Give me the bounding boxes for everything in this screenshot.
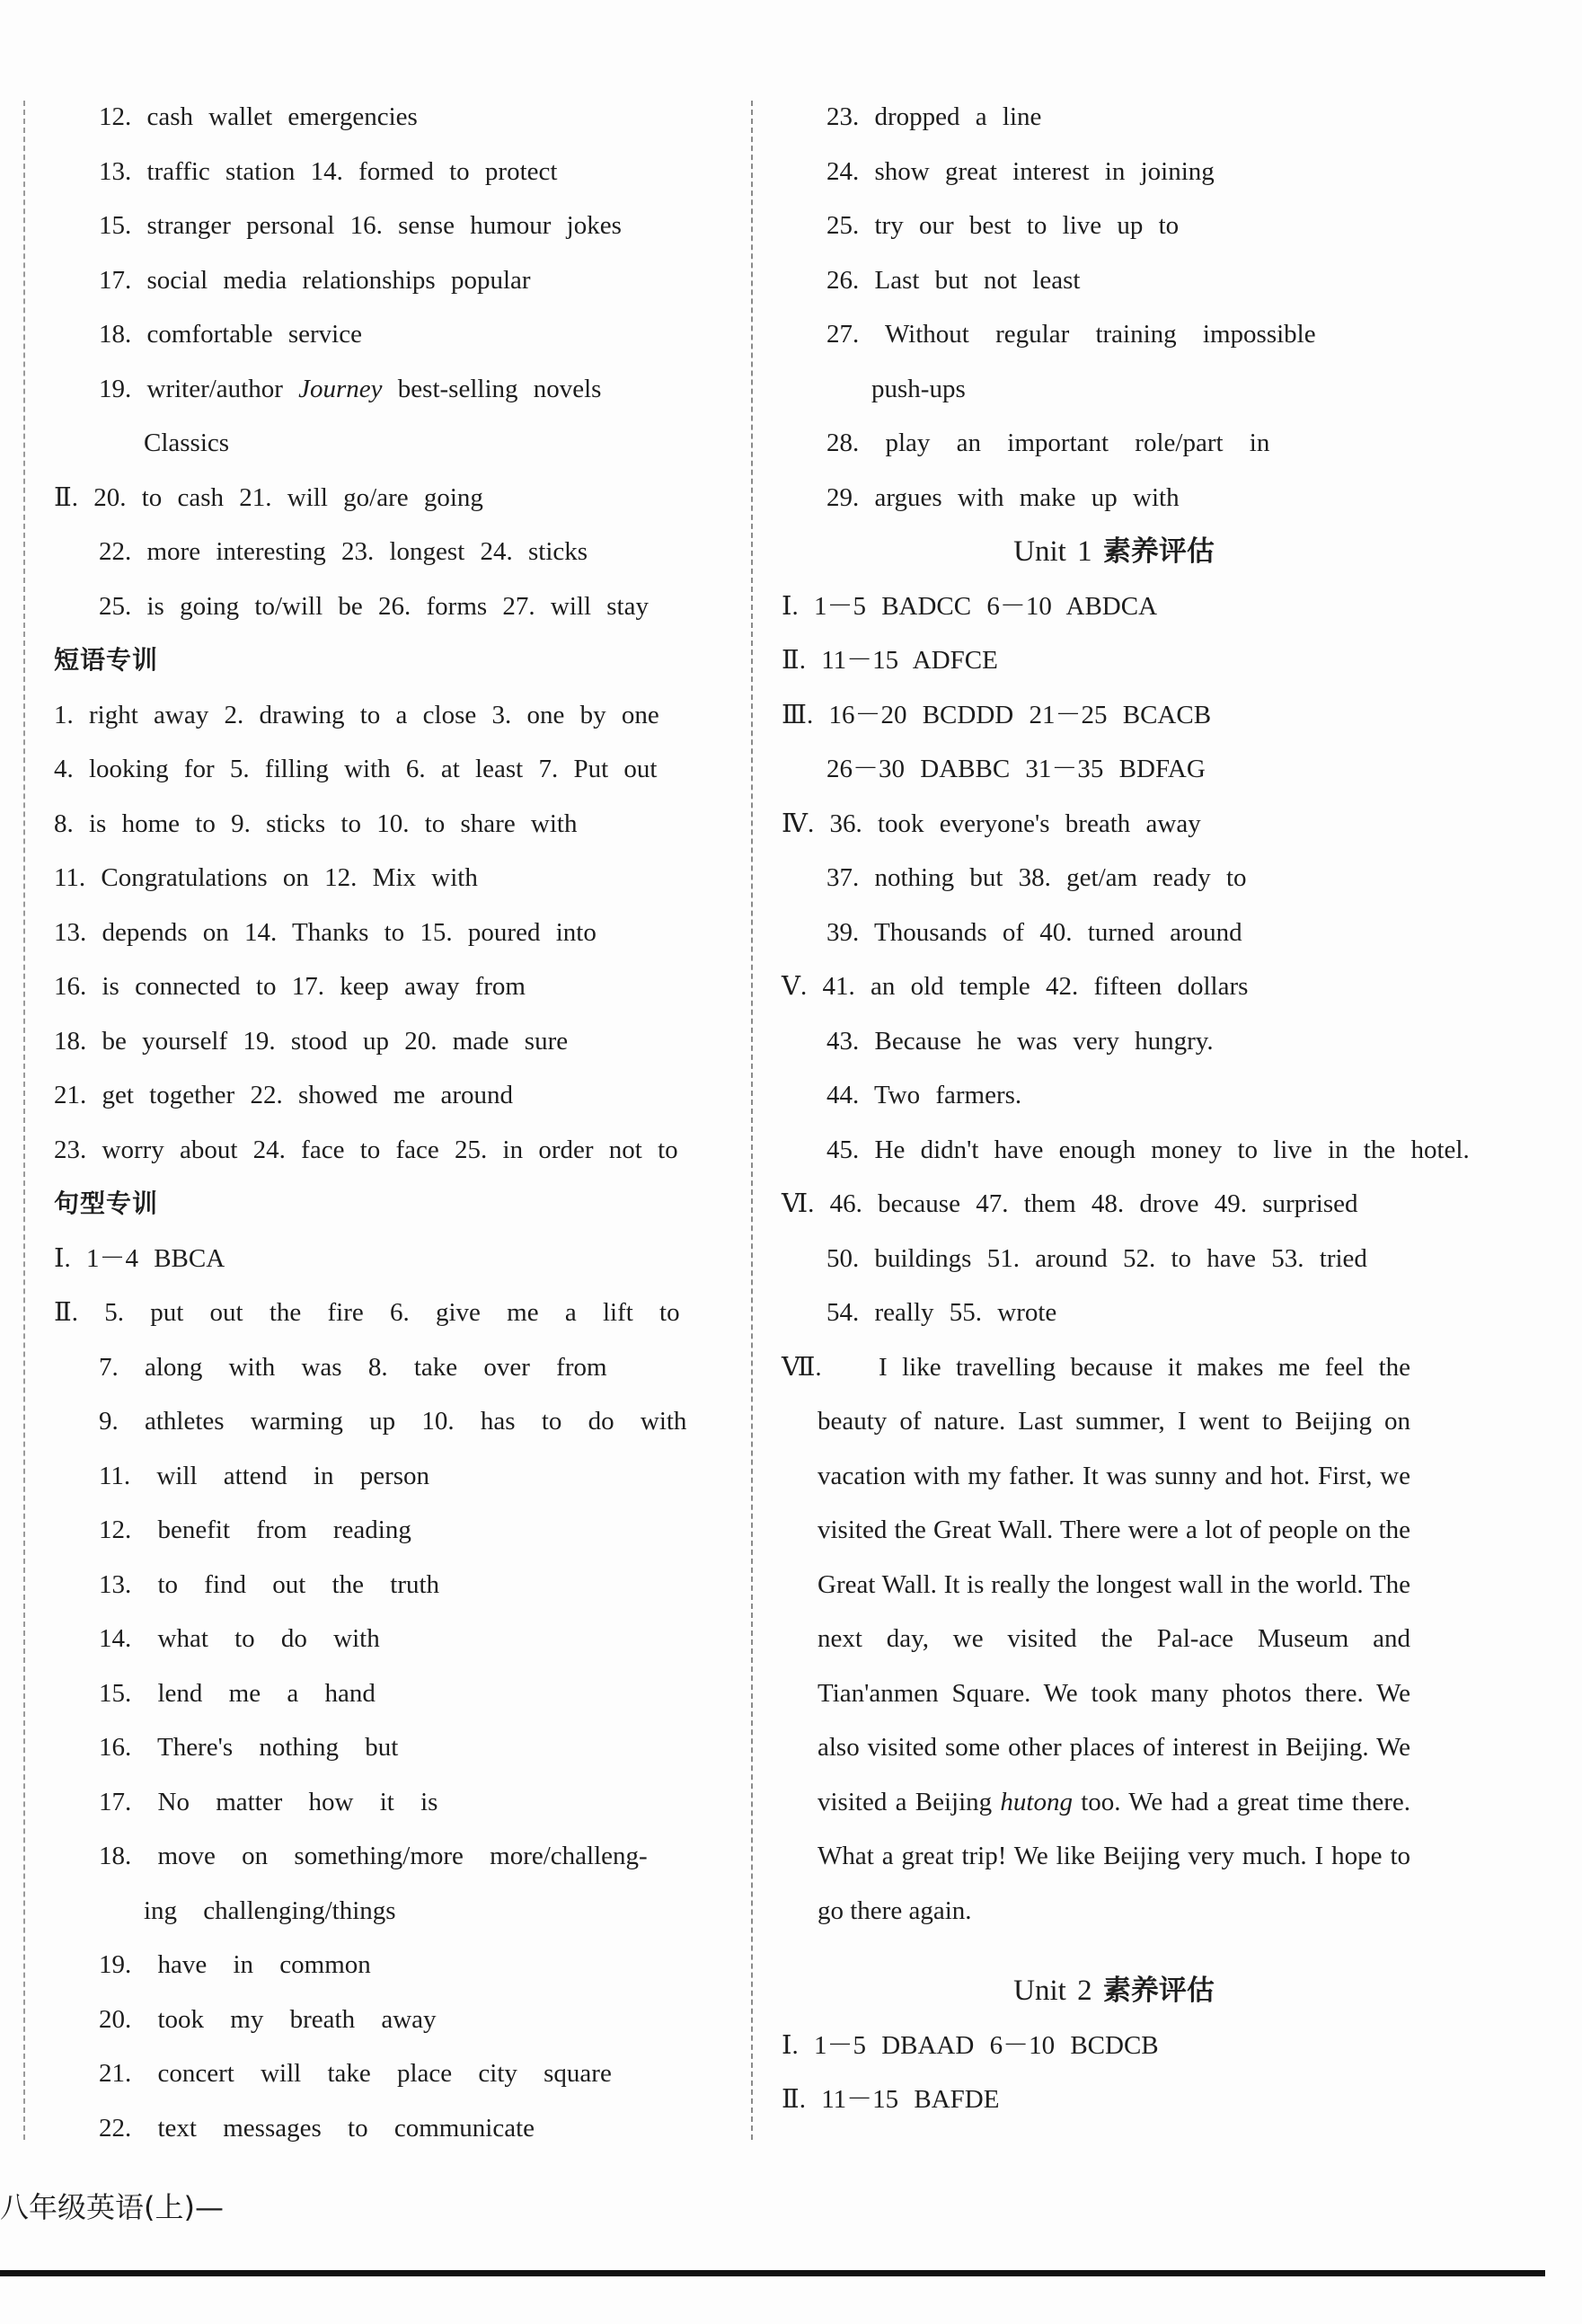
left-line-text: 22. text messages to communicate (99, 2113, 535, 2143)
unit1-line-text: 44. Two farmers. (826, 1081, 1022, 1109)
unit1-line-text: 45. He didn't have enough money to live in the hotel. (826, 1135, 1470, 1164)
left-answer-line (54, 579, 737, 634)
left-answer-line (54, 362, 737, 417)
left-line-text-rest: best-selling novels (397, 374, 602, 403)
left-line-text: 25. is going to/will be 26. forms 27. will stay (99, 591, 649, 621)
unit1-answer-line (782, 959, 1446, 1014)
left-answer-line (54, 199, 737, 253)
left-answer-line (54, 1068, 737, 1123)
left-answer-line (54, 1123, 737, 1178)
right-answer-line (782, 307, 1446, 362)
unit1-title-en: Unit 1 (1013, 535, 1092, 568)
unit1-title-cn: 素养评估 (1102, 535, 1215, 568)
unit2-title-cn: 素养评估 (1102, 1975, 1215, 2007)
page-footer: 八年级英语(上)— (0, 2190, 224, 2224)
left-answer-line (54, 253, 737, 308)
left-answer-line (54, 1829, 737, 1884)
essay-text (818, 1340, 1410, 1939)
unit1-answer-line (782, 906, 1446, 960)
right-answer-line (782, 416, 1446, 471)
left-line-text: 7. along with was 8. take over from (99, 1352, 607, 1382)
left-answer-line (54, 1884, 737, 1939)
left-line-text: 18. be yourself 19. stood up 20. made sure (54, 1026, 569, 1056)
left-answer-line (54, 1558, 737, 1613)
unit2-title-en: Unit 2 (1013, 1975, 1092, 2007)
unit1-line-text: Ⅰ. 1－5 BADCC 6－10 ABDCA (782, 591, 1158, 621)
left-line-text: ing challenging/things (144, 1895, 396, 1925)
unit1-answer-line (782, 579, 1446, 634)
right-line-text: 28. play an important role/part in (826, 429, 1270, 457)
unit1-answer-line (782, 1286, 1446, 1340)
right-line-text: push-ups (871, 374, 966, 403)
left-margin-dashed-line (23, 101, 25, 2140)
unit1-answer-line (782, 742, 1446, 797)
unit1-essay (782, 1340, 1446, 1939)
left-line-text: 13. depends on 14. Thanks to 15. poured into (54, 917, 597, 947)
left-line-text: 12. benefit from reading (99, 1515, 411, 1544)
unit2-answer-line (782, 2072, 1446, 2127)
right-line-text: 27. Without regular training impossible (826, 320, 1316, 349)
essay-italic-word: hutong (1000, 1787, 1073, 1816)
left-line-text: 18. comfortable service (99, 320, 362, 349)
left-line-text: 18. move on something/more more/challeng- (99, 1842, 648, 1870)
left-line-text: 21. concert will take place city square (99, 2059, 612, 2088)
left-line-text: Ⅰ. 1－4 BBCA (54, 1243, 225, 1273)
left-line-text: 句型专训 (54, 1189, 159, 1218)
left-answer-line (54, 1775, 737, 1830)
right-answer-line (782, 362, 1446, 417)
essay-label: Ⅶ. (782, 1352, 822, 1382)
left-line-text: 16. There's nothing but (99, 1733, 399, 1762)
left-line-text: 9. athletes warming up 10. has to do with (99, 1407, 687, 1436)
left-line-text: 4. looking for 5. filling with 6. at least 7. Put out (54, 755, 658, 783)
left-line-text: 23. worry about 24. face to face 25. in order not to (54, 1135, 678, 1164)
unit1-line-text: 54. really 55. wrote (826, 1298, 1057, 1327)
unit1-answers (782, 579, 1470, 1340)
unit2-answer-line (782, 2019, 1446, 2073)
right-line-text: 26. Last but not least (826, 265, 1081, 295)
left-line-text: 13. traffic station 14. formed to protect (99, 156, 558, 186)
left-answer-line (54, 742, 737, 797)
unit1-answer-line (782, 633, 1446, 688)
unit2-title (782, 1964, 1446, 2019)
left-answer-line (54, 1340, 737, 1395)
right-column (782, 90, 1470, 2127)
left-line-text: 8. is home to 9. sticks to 10. to share with (54, 809, 578, 838)
unit1-line-text: Ⅱ. 11－15 ADFCE (782, 646, 998, 675)
left-line-text: 19. have in common (99, 1950, 371, 1979)
left-line-text: 19. writer/author (99, 374, 283, 403)
left-line-text: 1. right away 2. drawing to a close 3. one by one (54, 700, 659, 729)
left-answer-line (54, 2101, 737, 2156)
left-column (54, 90, 737, 2155)
left-line-text: 17. No matter how it is (99, 1787, 438, 1816)
left-line-text: 11. will attend in person (99, 1461, 430, 1490)
left-answer-line (54, 1938, 737, 1993)
unit1-answer-line (782, 797, 1446, 852)
left-section-heading (54, 1177, 737, 1232)
left-answer-line (54, 1503, 737, 1558)
unit1-line-text: 50. buildings 51. around 52. to have 53. tried (826, 1243, 1367, 1273)
unit1-line-text: 37. nothing but 38. get/am ready to (826, 863, 1247, 892)
essay-text-part1: I like travelling because it makes me feel the beauty of nature. Last summer, I went to Beijing on vacation with my father. It was sunny and hot. First, we visited the Great Wall. There were a lot of people on the Great Wall. It is really the longest wall in the world. The next day, we visited the Pal-ace Museum and Tian'anmen Square. We took many photos there. We also visited some other places of interest in Beijing. We visited a Beijing (818, 1352, 1410, 1816)
left-answer-line (54, 471, 737, 526)
left-line-text: 21. get together 22. showed me around (54, 1081, 514, 1109)
left-italic-title: Journey (298, 374, 383, 403)
left-answer-line (54, 1666, 737, 1721)
right-column-top-answers (782, 90, 1446, 525)
column-divider (751, 101, 753, 2140)
left-answer-line (54, 1612, 737, 1666)
unit1-answer-line (782, 1123, 1470, 1178)
left-section-heading (54, 633, 737, 688)
left-line-text: 20. took my breath away (99, 2004, 437, 2034)
unit1-answer-line (782, 1068, 1446, 1123)
unit1-title (782, 525, 1446, 579)
left-answer-line (54, 90, 737, 145)
left-answer-line (54, 416, 737, 471)
unit1-line-text: Ⅴ. 41. an old temple 42. fifteen dollars (782, 972, 1249, 1001)
unit1-line-text: 39. Thousands of 40. turned around (826, 917, 1242, 947)
left-answer-line (54, 145, 737, 199)
left-line-text: Ⅱ. 5. put out the fire 6. give me a lift to (54, 1298, 680, 1327)
left-line-text: 11. Congratulations on 12. Mix with (54, 863, 478, 892)
left-answer-line (54, 307, 737, 362)
left-line-text: 22. more interesting 23. longest 24. sticks (99, 537, 588, 566)
unit1-line-text: 26－30 DABBC 31－35 BDFAG (826, 755, 1206, 783)
left-answer-line (54, 1394, 737, 1449)
left-answer-line (54, 959, 737, 1014)
unit1-line-text: Ⅵ. 46. because 47. them 48. drove 49. surprised (782, 1189, 1358, 1218)
right-answer-line (782, 199, 1446, 253)
unit1-line-text: Ⅲ. 16－20 BCDDD 21－25 BCACB (782, 700, 1212, 729)
unit1-line-text: Ⅳ. 36. took everyone's breath away (782, 809, 1201, 838)
right-line-text: 29. argues with make up with (826, 482, 1180, 512)
left-answer-line (54, 851, 737, 906)
left-answer-line (54, 1286, 737, 1340)
unit1-answer-line (782, 1177, 1446, 1232)
unit2-line-text: Ⅱ. 11－15 BAFDE (782, 2085, 1000, 2114)
left-answer-line (54, 1014, 737, 1069)
unit1-answer-line (782, 688, 1446, 743)
left-answer-line (54, 1232, 737, 1286)
left-answer-line (54, 906, 737, 960)
left-line-text: 15. lend me a hand (99, 1678, 376, 1708)
right-answer-line (782, 90, 1446, 145)
left-line-text: Classics (144, 429, 230, 457)
left-answer-line (54, 1449, 737, 1504)
left-answer-line (54, 797, 737, 852)
unit1-answer-line (782, 851, 1446, 906)
right-answer-line (782, 253, 1446, 308)
left-line-text: 短语专训 (54, 645, 159, 675)
left-line-text: 16. is connected to 17. keep away from (54, 972, 526, 1001)
essay-text-part2: too. We had a great time there. What a great trip! We like Beijing very much. I hope to go there again. (818, 1787, 1411, 1925)
left-answer-line (54, 1720, 737, 1775)
left-line-text: 17. social media relationships popular (99, 265, 531, 295)
left-line-text: 13. to find out the truth (99, 1569, 440, 1599)
right-line-text: 23. dropped a line (826, 102, 1042, 131)
left-answer-line (54, 688, 737, 743)
bottom-rule (0, 2270, 1545, 2276)
left-answer-line (54, 525, 737, 579)
right-line-text: 25. try our best to live up to (826, 211, 1180, 240)
left-answer-line (54, 2046, 737, 2101)
unit2-answers (782, 2019, 1446, 2127)
left-line-text: 15. stranger personal 16. sense humour jokes (99, 211, 622, 240)
unit2-line-text: Ⅰ. 1－5 DBAAD 6－10 BCDCB (782, 2030, 1159, 2060)
unit1-answer-line (782, 1232, 1446, 1286)
left-line-text: 14. what to do with (99, 1624, 380, 1653)
unit1-answer-line (782, 1014, 1446, 1069)
right-answer-line (782, 471, 1446, 526)
left-line-text: Ⅱ. 20. to cash 21. will go/are going (54, 482, 483, 512)
right-answer-line (782, 145, 1446, 199)
left-line-text: 12. cash wallet emergencies (99, 102, 418, 131)
unit1-line-text: 43. Because he was very hungry. (826, 1026, 1214, 1056)
left-answer-line (54, 1993, 737, 2047)
right-line-text: 24. show great interest in joining (826, 156, 1215, 186)
